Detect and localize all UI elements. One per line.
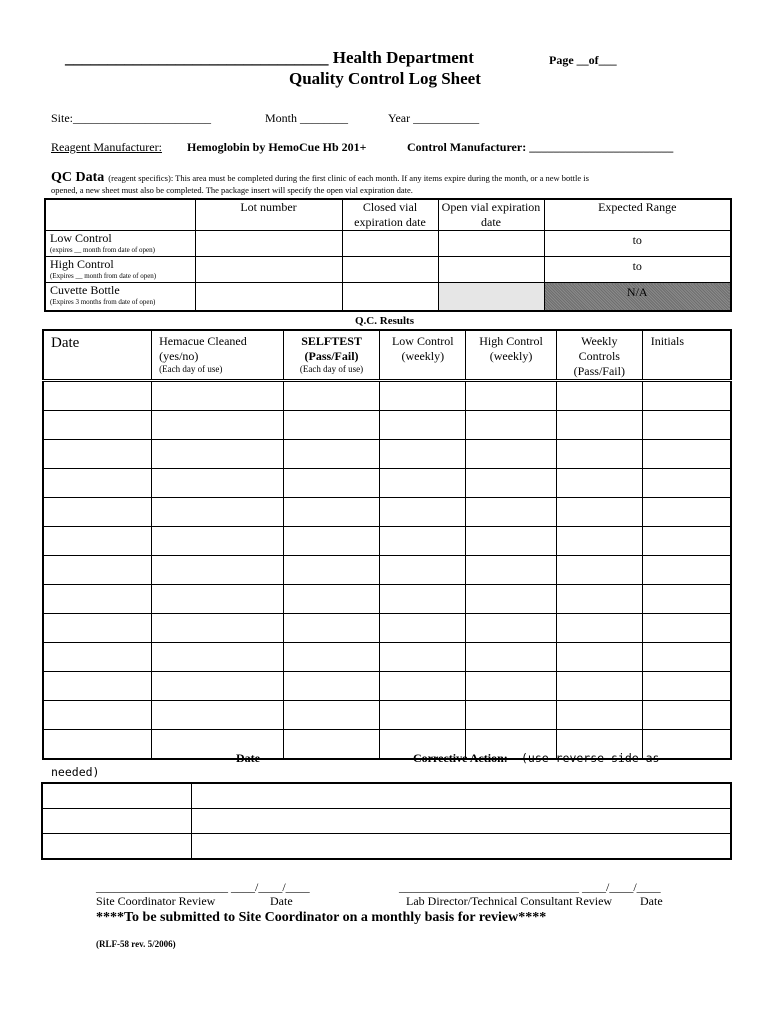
- expected-range-header: Expected Range: [544, 199, 731, 231]
- results-cell[interactable]: [152, 701, 284, 730]
- results-cell[interactable]: [466, 585, 557, 614]
- results-cell[interactable]: [466, 643, 557, 672]
- high-control-closed-cell[interactable]: [342, 257, 438, 283]
- results-cell[interactable]: [380, 672, 466, 701]
- corrective-action-cell[interactable]: [192, 783, 731, 809]
- lab-director-label: Lab Director/Technical Consultant Review: [406, 894, 613, 908]
- results-cell[interactable]: [556, 411, 642, 440]
- results-cell[interactable]: [43, 643, 152, 672]
- weekly-header-2: Controls: [578, 349, 620, 363]
- results-row: [43, 440, 731, 469]
- results-cell[interactable]: [642, 527, 731, 556]
- high-control-note: (Expires __ month from date of open): [50, 272, 157, 280]
- results-cell[interactable]: [556, 585, 642, 614]
- results-cell[interactable]: [466, 381, 557, 411]
- results-cell[interactable]: [642, 585, 731, 614]
- results-cell[interactable]: [556, 498, 642, 527]
- hemacue-header-1: Hemacue Cleaned: [159, 334, 247, 348]
- results-cell[interactable]: [152, 498, 284, 527]
- corrective-date-cell[interactable]: [42, 783, 192, 809]
- results-cell[interactable]: [380, 469, 466, 498]
- results-cell[interactable]: [152, 527, 284, 556]
- results-row: [43, 556, 731, 585]
- results-cell[interactable]: [283, 730, 380, 760]
- selftest-header-2: (Pass/Fail): [304, 349, 359, 363]
- results-cell[interactable]: [466, 556, 557, 585]
- results-cell[interactable]: [556, 381, 642, 411]
- results-cell[interactable]: [152, 614, 284, 643]
- hemacue-header-3: (Each day of use): [159, 364, 223, 374]
- results-cell[interactable]: [43, 440, 152, 469]
- results-cell[interactable]: [152, 730, 284, 760]
- results-cell[interactable]: [466, 614, 557, 643]
- results-cell[interactable]: [642, 440, 731, 469]
- results-row: [43, 469, 731, 498]
- results-cell[interactable]: [283, 469, 380, 498]
- results-cell[interactable]: [642, 381, 731, 411]
- qc-data-note-2: opened, a new sheet must also be completed. The package insert will specify the open vial expiration date.: [51, 185, 413, 195]
- high-control-header-1: High Control: [479, 334, 543, 348]
- results-cell[interactable]: [642, 411, 731, 440]
- results-cell[interactable]: [283, 585, 380, 614]
- high-control-header: [466, 330, 557, 381]
- results-cell[interactable]: [283, 643, 380, 672]
- results-cell[interactable]: [43, 730, 152, 760]
- cuvette-range-cell: N/A: [544, 283, 731, 311]
- results-cell[interactable]: [642, 498, 731, 527]
- results-cell[interactable]: [380, 614, 466, 643]
- results-cell[interactable]: [466, 498, 557, 527]
- results-cell[interactable]: [152, 643, 284, 672]
- low-control-header-2: (weekly): [401, 349, 445, 363]
- low-control-label: Low Control: [50, 231, 112, 245]
- results-cell[interactable]: [642, 701, 731, 730]
- qc-data-note: (reagent specifics): This area must be completed during the first clinic of each month. If any items expire during the month, or a new bottle is: [108, 173, 589, 183]
- submission-note: ****To be submitted to Site Coordinator on a monthly basis for review****: [96, 910, 547, 925]
- high-control-header-2: (weekly): [489, 349, 533, 363]
- lot-number-header: Lot number: [195, 199, 342, 231]
- high-control-range-cell[interactable]: to: [544, 257, 731, 283]
- results-cell[interactable]: [380, 585, 466, 614]
- results-cell[interactable]: [43, 381, 152, 411]
- results-cell[interactable]: [556, 672, 642, 701]
- low-control-note: (expires __ month from date of open): [50, 246, 155, 254]
- results-row: [43, 411, 731, 440]
- cuvette-closed-cell[interactable]: [342, 283, 438, 311]
- high-control-row-label: [45, 257, 195, 283]
- cuvette-label: Cuvette Bottle: [50, 283, 120, 297]
- year-field[interactable]: Year ___________: [388, 111, 480, 125]
- results-cell[interactable]: [380, 440, 466, 469]
- month-field[interactable]: Month ________: [265, 111, 349, 125]
- corrective-date-cell[interactable]: [42, 809, 192, 834]
- results-cell[interactable]: [556, 469, 642, 498]
- low-control-open-cell[interactable]: [438, 231, 544, 257]
- results-cell[interactable]: [283, 381, 380, 411]
- results-cell[interactable]: [380, 643, 466, 672]
- results-cell[interactable]: [43, 469, 152, 498]
- results-cell[interactable]: [642, 643, 731, 672]
- results-cell[interactable]: [556, 527, 642, 556]
- qc-data-title: QC Data: [51, 170, 105, 185]
- low-control-lot-cell[interactable]: [195, 231, 342, 257]
- results-cell[interactable]: [380, 411, 466, 440]
- site-coordinator-signature-line[interactable]: ______________________ ____/____/____: [96, 880, 310, 894]
- low-control-row-label: [45, 231, 195, 257]
- results-cell[interactable]: [466, 440, 557, 469]
- results-cell[interactable]: [43, 527, 152, 556]
- results-cell[interactable]: [43, 498, 152, 527]
- open-vial-header: Open vial expiration date: [438, 199, 544, 231]
- results-cell[interactable]: [152, 556, 284, 585]
- sheet-title: Quality Control Log Sheet: [289, 69, 481, 88]
- qc-results-title: Q.C. Results: [355, 315, 414, 327]
- results-row: [43, 381, 731, 411]
- form-revision: (RLF-58 rev. 5/2006): [96, 939, 176, 949]
- qc-data-table: [44, 198, 732, 312]
- reagent-label: Reagent Manufacturer:: [51, 140, 162, 154]
- results-cell[interactable]: [642, 556, 731, 585]
- cuvette-row-label: [45, 283, 195, 311]
- results-cell[interactable]: [43, 585, 152, 614]
- results-cell[interactable]: [43, 672, 152, 701]
- weekly-header-1: Weekly: [581, 334, 618, 348]
- results-row: [43, 585, 731, 614]
- results-cell[interactable]: [380, 498, 466, 527]
- corrective-action-cell[interactable]: [192, 834, 731, 860]
- selftest-header-1: SELFTEST: [301, 334, 362, 348]
- qc-header-empty: [45, 199, 195, 231]
- results-row: [43, 643, 731, 672]
- weekly-controls-header: [556, 330, 642, 381]
- control-manufacturer-field[interactable]: Control Manufacturer: ________________________: [407, 140, 674, 154]
- corrective-date-label: Date: [236, 751, 260, 765]
- high-control-open-cell[interactable]: [438, 257, 544, 283]
- site-coordinator-date-label: Date: [270, 894, 293, 908]
- results-row: [43, 498, 731, 527]
- cuvette-note: (Expires 3 months from date of open): [50, 298, 156, 306]
- cuvette-open-cell: [438, 283, 544, 311]
- results-cell[interactable]: [283, 556, 380, 585]
- results-cell[interactable]: [642, 672, 731, 701]
- closed-vial-header: Closed vial expiration date: [342, 199, 438, 231]
- results-date-header: Date: [43, 330, 152, 381]
- results-cell[interactable]: [152, 381, 284, 411]
- low-control-closed-cell[interactable]: [342, 231, 438, 257]
- results-cell[interactable]: [283, 527, 380, 556]
- results-cell[interactable]: [283, 701, 380, 730]
- results-cell[interactable]: [556, 643, 642, 672]
- corrective-action-table: [41, 782, 732, 860]
- results-row: [43, 614, 731, 643]
- results-row: [43, 527, 731, 556]
- results-cell[interactable]: [283, 672, 380, 701]
- results-cell[interactable]: [152, 411, 284, 440]
- selftest-header: [283, 330, 380, 381]
- low-control-range-cell[interactable]: to: [544, 231, 731, 257]
- results-cell[interactable]: [556, 614, 642, 643]
- results-row: [43, 701, 731, 730]
- results-cell[interactable]: [43, 614, 152, 643]
- results-cell[interactable]: [152, 469, 284, 498]
- results-cell[interactable]: [152, 585, 284, 614]
- corrective-action-note: (use reverse side as: [521, 751, 660, 765]
- low-control-header-1: Low Control: [391, 334, 454, 348]
- results-cell[interactable]: [283, 440, 380, 469]
- results-cell[interactable]: [380, 381, 466, 411]
- reagent-value: Hemoglobin by HemoCue Hb 201+: [187, 140, 367, 154]
- results-cell[interactable]: [556, 440, 642, 469]
- results-cell[interactable]: [466, 527, 557, 556]
- qc-results-table: [42, 329, 732, 760]
- weekly-header-3: (Pass/Fail): [573, 364, 625, 378]
- results-cell[interactable]: [380, 556, 466, 585]
- results-cell[interactable]: [43, 411, 152, 440]
- lab-director-signature-line[interactable]: ______________________________ ____/____/____: [399, 880, 661, 894]
- low-control-header: [380, 330, 466, 381]
- results-cell[interactable]: [283, 614, 380, 643]
- hemacue-header: [152, 330, 284, 381]
- results-cell[interactable]: [43, 701, 152, 730]
- results-cell[interactable]: [152, 672, 284, 701]
- site-field[interactable]: Site:_______________________: [51, 111, 212, 125]
- results-cell[interactable]: [152, 440, 284, 469]
- results-cell[interactable]: [466, 411, 557, 440]
- results-cell[interactable]: [283, 498, 380, 527]
- results-cell[interactable]: [283, 411, 380, 440]
- lab-director-date-label: Date: [640, 894, 663, 908]
- results-row: [43, 672, 731, 701]
- initials-header: Initials: [642, 330, 731, 381]
- results-cell[interactable]: [466, 672, 557, 701]
- results-cell[interactable]: [556, 556, 642, 585]
- department-title: _______________________________ Health Department: [65, 48, 474, 67]
- results-cell[interactable]: [642, 469, 731, 498]
- corrective-action-label: Corrective Action:: [413, 751, 508, 765]
- results-cell[interactable]: [43, 556, 152, 585]
- results-cell[interactable]: [380, 701, 466, 730]
- results-cell[interactable]: [466, 701, 557, 730]
- results-cell[interactable]: [380, 527, 466, 556]
- results-cell[interactable]: [556, 701, 642, 730]
- page-number: Page __of___: [549, 53, 617, 67]
- results-cell[interactable]: [466, 469, 557, 498]
- corrective-action-cell[interactable]: [192, 809, 731, 834]
- hemacue-header-2: (yes/no): [159, 349, 199, 363]
- cuvette-lot-cell[interactable]: [195, 283, 342, 311]
- qc-data-heading: [51, 168, 589, 186]
- corrective-action-note-2: needed): [51, 765, 100, 779]
- selftest-header-3: (Each day of use): [299, 364, 364, 374]
- high-control-label: High Control: [50, 257, 114, 271]
- corrective-date-cell[interactable]: [42, 834, 192, 860]
- high-control-lot-cell[interactable]: [195, 257, 342, 283]
- site-coordinator-label: Site Coordinator Review: [96, 894, 216, 908]
- results-body: [43, 381, 731, 760]
- results-cell[interactable]: [642, 614, 731, 643]
